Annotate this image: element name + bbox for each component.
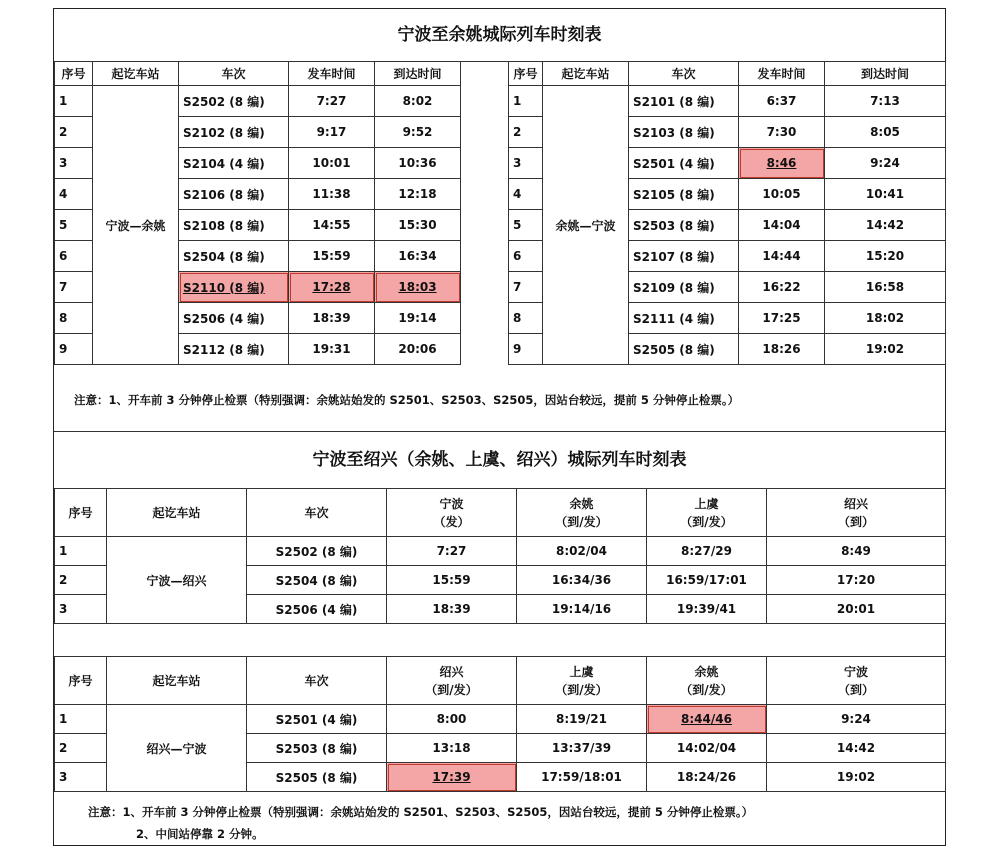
stop-time: 8:27/29	[647, 537, 767, 566]
train-number: S2111 (4 编)	[629, 303, 739, 334]
row-number: 9	[509, 334, 543, 365]
table-row	[55, 334, 946, 365]
departure-time: 11:38	[289, 179, 375, 210]
route-name: 宁波—余姚	[93, 86, 179, 365]
train-number: S2505 (8 编)	[629, 334, 739, 365]
arrival-time: 16:34	[375, 241, 461, 272]
header-cell: 车次	[629, 62, 739, 86]
station-header	[517, 657, 647, 705]
table-row	[55, 86, 946, 117]
station-action: （到）	[837, 682, 874, 697]
row-number: 5	[509, 210, 543, 241]
section2-note1: 注意：1、开车前 3 分钟停止检票（特别强调：余姚站始发的 S2501、S2503、S2505，因站台较远，提前 5 分钟停止检票。）	[88, 805, 754, 819]
departure-time: 6:37	[739, 86, 825, 117]
row-number: 7	[509, 272, 543, 303]
row-number: 5	[55, 210, 93, 241]
station-header	[517, 489, 647, 537]
spacer-cell	[461, 303, 509, 334]
station-action: （到/发）	[680, 682, 733, 697]
station-action: （到/发）	[425, 682, 478, 697]
row-number: 7	[55, 272, 93, 303]
stop-time: 17:59/18:01	[517, 763, 647, 792]
header-cell: 序号	[55, 489, 107, 537]
train-number: S2105 (8 编)	[629, 179, 739, 210]
table-row	[55, 705, 946, 734]
stop-time: 19:14/16	[517, 595, 647, 624]
header-cell: 起讫车站	[107, 657, 247, 705]
departure-time: 15:59	[289, 241, 375, 272]
arrival-time: 9:24	[825, 148, 946, 179]
section1-header-row	[55, 62, 946, 86]
route-name: 宁波—绍兴	[107, 537, 247, 624]
station-header	[767, 489, 946, 537]
station-name: 宁波	[843, 664, 868, 679]
route-name: 余姚—宁波	[543, 86, 629, 365]
train-number: S2503 (8 编)	[629, 210, 739, 241]
train-number: S2501 (4 编)	[247, 705, 387, 734]
train-number: S2109 (8 编)	[629, 272, 739, 303]
station-name: 余姚	[694, 664, 719, 679]
inbound-header-row	[55, 657, 946, 705]
stop-time: 20:01	[767, 595, 946, 624]
stop-time: 7:27	[387, 537, 517, 566]
station-name: 绍兴	[843, 496, 868, 511]
timetable-document	[53, 8, 946, 846]
stop-time: 17:20	[767, 566, 946, 595]
train-number: S2102 (8 编)	[179, 117, 289, 148]
arrival-time: 15:20	[825, 241, 946, 272]
header-cell: 起讫车站	[107, 489, 247, 537]
arrival-time: 15:30	[375, 210, 461, 241]
train-number: S2107 (8 编)	[629, 241, 739, 272]
stop-time: 8:02/04	[517, 537, 647, 566]
station-header	[767, 657, 946, 705]
train-number: S2502 (8 编)	[247, 537, 387, 566]
row-number: 2	[55, 117, 93, 148]
station-header	[387, 657, 517, 705]
train-number: S2503 (8 编)	[247, 734, 387, 763]
spacer-cell	[461, 179, 509, 210]
row-number: 8	[509, 303, 543, 334]
arrival-time: 18:03	[375, 272, 461, 303]
departure-time: 16:22	[739, 272, 825, 303]
table-row	[55, 148, 946, 179]
gap-cell	[55, 624, 946, 657]
spacer-cell	[461, 86, 509, 117]
station-name: 上虞	[694, 496, 719, 511]
stop-time: 19:39/41	[647, 595, 767, 624]
departure-time: 19:31	[289, 334, 375, 365]
row-number: 1	[55, 705, 107, 734]
station-name: 绍兴	[439, 664, 464, 679]
arrival-time: 14:42	[825, 210, 946, 241]
station-action: （到/发）	[680, 514, 733, 529]
arrival-time: 18:02	[825, 303, 946, 334]
spacer-cell	[461, 210, 509, 241]
header-cell: 序号	[509, 62, 543, 86]
table-row	[55, 241, 946, 272]
arrival-time: 9:52	[375, 117, 461, 148]
row-number: 3	[55, 763, 107, 792]
arrival-time: 16:58	[825, 272, 946, 303]
header-cell: 车次	[247, 489, 387, 537]
station-header	[387, 489, 517, 537]
table-row	[55, 272, 946, 303]
departure-time: 14:04	[739, 210, 825, 241]
train-number: S2101 (8 编)	[629, 86, 739, 117]
arrival-time: 8:02	[375, 86, 461, 117]
departure-time: 10:01	[289, 148, 375, 179]
arrival-time: 7:13	[825, 86, 946, 117]
spacer-cell	[461, 62, 509, 86]
departure-time: 18:39	[289, 303, 375, 334]
station-action: （发）	[433, 514, 470, 529]
train-number: S2506 (4 编)	[179, 303, 289, 334]
train-number: S2106 (8 编)	[179, 179, 289, 210]
row-number: 1	[55, 86, 93, 117]
train-number: S2103 (8 编)	[629, 117, 739, 148]
station-name: 宁波	[439, 496, 464, 511]
row-number: 1	[509, 86, 543, 117]
row-number: 6	[55, 241, 93, 272]
train-number: S2110 (8 编)	[179, 272, 289, 303]
train-number: S2504 (8 编)	[247, 566, 387, 595]
row-number: 4	[509, 179, 543, 210]
table-row	[55, 210, 946, 241]
departure-time: 18:26	[739, 334, 825, 365]
table-row	[55, 537, 946, 566]
departure-time: 7:27	[289, 86, 375, 117]
departure-time: 7:30	[739, 117, 825, 148]
row-number: 2	[55, 566, 107, 595]
station-action: （到/发）	[555, 682, 608, 697]
departure-time: 14:44	[739, 241, 825, 272]
header-cell: 车次	[179, 62, 289, 86]
station-header	[647, 657, 767, 705]
departure-time: 9:17	[289, 117, 375, 148]
stop-time: 14:02/04	[647, 734, 767, 763]
row-number: 9	[55, 334, 93, 365]
departure-time: 17:25	[739, 303, 825, 334]
header-cell: 序号	[55, 62, 93, 86]
station-action: （到）	[837, 514, 874, 529]
departure-time: 14:55	[289, 210, 375, 241]
header-cell: 发车时间	[739, 62, 825, 86]
row-number: 2	[55, 734, 107, 763]
header-cell: 起讫车站	[93, 62, 179, 86]
header-cell: 发车时间	[289, 62, 375, 86]
train-number: S2502 (8 编)	[179, 86, 289, 117]
station-header	[647, 489, 767, 537]
train-number: S2505 (8 编)	[247, 763, 387, 792]
stop-time: 15:59	[387, 566, 517, 595]
train-number: S2501 (4 编)	[629, 148, 739, 179]
section2-table	[54, 488, 946, 792]
section2-title: 宁波至绍兴（余姚、上虞、绍兴）城际列车时刻表	[54, 432, 945, 489]
spacer-cell	[461, 117, 509, 148]
row-number: 8	[55, 303, 93, 334]
row-number: 1	[55, 537, 107, 566]
departure-time: 8:46	[739, 148, 825, 179]
table-row	[55, 117, 946, 148]
train-number: S2504 (8 编)	[179, 241, 289, 272]
section1-note: 注意：1、开车前 3 分钟停止检票（特别强调：余姚站始发的 S2501、S2503、S2505，因站台较远，提前 5 分钟停止检票。）	[74, 393, 740, 407]
stop-time: 16:34/36	[517, 566, 647, 595]
train-number: S2112 (8 编)	[179, 334, 289, 365]
arrival-time: 8:05	[825, 117, 946, 148]
row-number: 3	[509, 148, 543, 179]
arrival-time: 19:14	[375, 303, 461, 334]
row-number: 2	[509, 117, 543, 148]
header-cell: 车次	[247, 657, 387, 705]
stop-time: 13:18	[387, 734, 517, 763]
train-number: S2108 (8 编)	[179, 210, 289, 241]
gap-row	[55, 624, 946, 657]
section1-table	[54, 61, 946, 365]
section1-title: 宁波至余姚城际列车时刻表	[54, 9, 945, 62]
stop-time: 18:24/26	[647, 763, 767, 792]
stop-time: 16:59/17:01	[647, 566, 767, 595]
stop-time: 14:42	[767, 734, 946, 763]
departure-time: 17:28	[289, 272, 375, 303]
arrival-time: 12:18	[375, 179, 461, 210]
route-name: 绍兴—宁波	[107, 705, 247, 792]
section2-note2: 2、中间站停靠 2 分钟。	[136, 827, 264, 841]
spacer-cell	[461, 334, 509, 365]
row-number: 6	[509, 241, 543, 272]
stop-time: 18:39	[387, 595, 517, 624]
stop-time: 8:00	[387, 705, 517, 734]
stop-time: 9:24	[767, 705, 946, 734]
arrival-time: 10:36	[375, 148, 461, 179]
spacer-cell	[461, 148, 509, 179]
stop-time: 17:39	[387, 763, 517, 792]
stop-time: 8:19/21	[517, 705, 647, 734]
station-action: （到/发）	[555, 514, 608, 529]
train-number: S2104 (4 编)	[179, 148, 289, 179]
outbound-header-row	[55, 489, 946, 537]
arrival-time: 20:06	[375, 334, 461, 365]
arrival-time: 19:02	[825, 334, 946, 365]
row-number: 3	[55, 148, 93, 179]
spacer-cell	[461, 272, 509, 303]
train-number: S2506 (4 编)	[247, 595, 387, 624]
departure-time: 10:05	[739, 179, 825, 210]
station-name: 上虞	[569, 664, 594, 679]
stop-time: 8:49	[767, 537, 946, 566]
stop-time: 13:37/39	[517, 734, 647, 763]
row-number: 4	[55, 179, 93, 210]
header-cell: 起讫车站	[543, 62, 629, 86]
row-number: 3	[55, 595, 107, 624]
spacer-cell	[461, 241, 509, 272]
table-row	[55, 303, 946, 334]
header-cell: 到达时间	[375, 62, 461, 86]
station-name: 余姚	[569, 496, 594, 511]
header-cell: 到达时间	[825, 62, 946, 86]
table-row	[55, 179, 946, 210]
stop-time: 19:02	[767, 763, 946, 792]
stop-time: 8:44/46	[647, 705, 767, 734]
arrival-time: 10:41	[825, 179, 946, 210]
header-cell: 序号	[55, 657, 107, 705]
